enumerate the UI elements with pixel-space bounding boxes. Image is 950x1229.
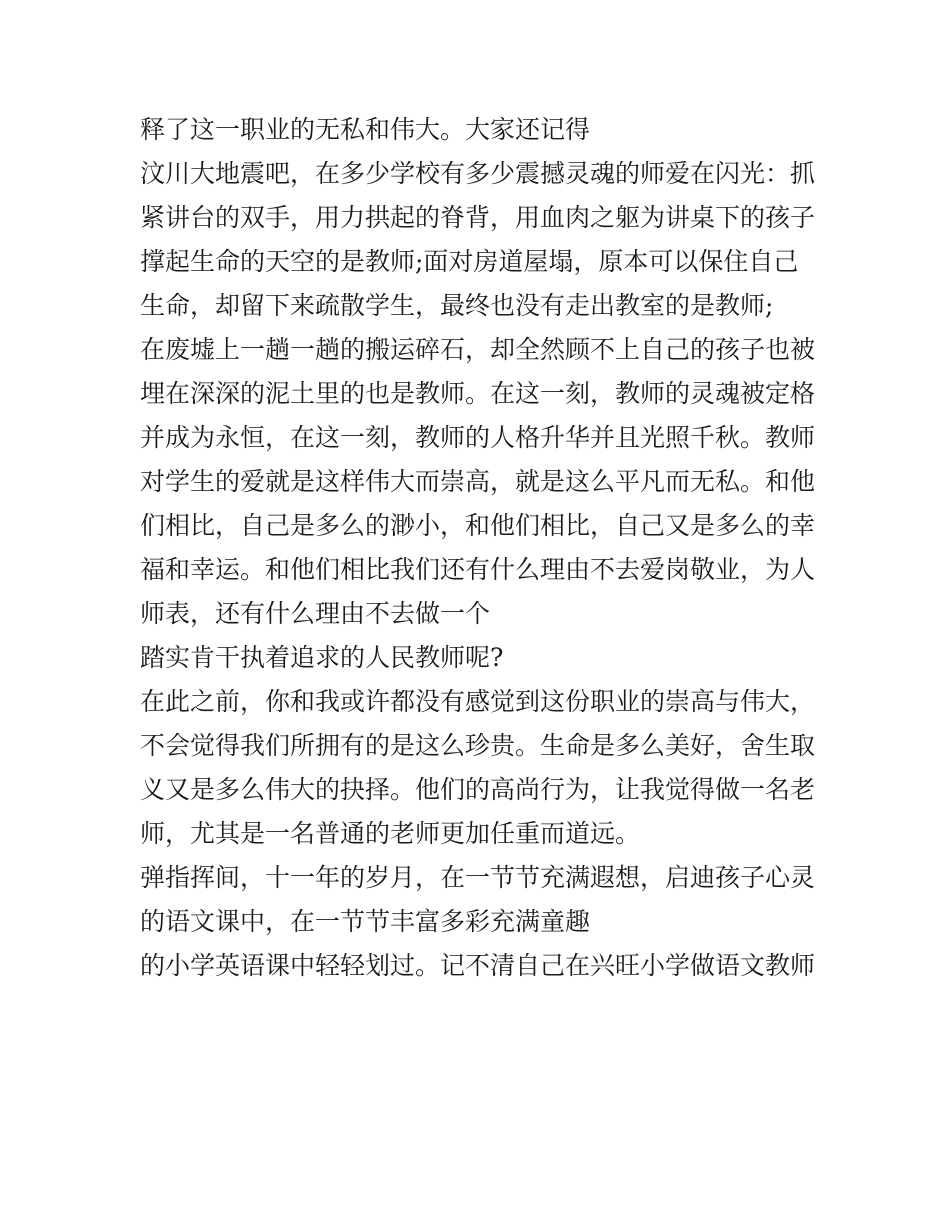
text-line: 生命，却留下来疏散学生，最终也没有走出教室的是教师; xyxy=(140,291,774,320)
text-line: 不会觉得我们所拥有的是这么珍贵。生命是多么美好，舍生取 xyxy=(140,731,816,760)
text-line: 汶川大地震吧，在多少学校有多少震撼灵魂的师爱在闪光：抓 xyxy=(140,159,816,188)
text-line: 紧讲台的双手，用力拱起的脊背，用血肉之躯为讲桌下的孩子 xyxy=(140,203,816,232)
text-line: 在废墟上一趟一趟的搬运碎石，却全然顾不上自己的孩子也被 xyxy=(140,335,816,364)
text-line: 义又是多么伟大的抉择。他们的高尚行为，让我觉得做一名老 xyxy=(140,775,816,804)
text-line: 撑起生命的天空的是教师;面对房道屋塌，原本可以保住自己 xyxy=(140,247,799,276)
text-line: 弹指挥间，十一年的岁月，在一节节充满遐想，启迪孩子心灵 xyxy=(140,863,816,892)
text-line: 师表，还有什么理由不去做一个 xyxy=(140,599,491,628)
text-line: 埋在深深的泥土里的也是教师。在这一刻，教师的灵魂被定格 xyxy=(140,379,816,408)
text-line: 的语文课中，在一节节丰富多彩充满童趣 xyxy=(140,907,591,936)
text-line: 师，尤其是一名普通的老师更加任重而道远。 xyxy=(140,819,641,848)
text-line: 并成为永恒，在这一刻，教师的人格升华并且光照千秋。教师 xyxy=(140,423,816,452)
body-text xyxy=(140,108,830,988)
text-line: 在此之前，你和我或许都没有感觉到这份职业的崇高与伟大， xyxy=(140,687,816,716)
text-line: 释了这一职业的无私和伟大。大家还记得 xyxy=(140,115,591,144)
text-line: 对学生的爱就是这样伟大而崇高，就是这么平凡而无私。和他 xyxy=(140,467,816,496)
text-line: 踏实肯干执着追求的人民教师呢? xyxy=(140,643,504,672)
text-line: 的小学英语课中轻轻划过。记不清自己在兴旺小学做语文教师 xyxy=(140,951,816,980)
text-line: 们相比，自己是多么的渺小，和他们相比，自己又是多么的幸 xyxy=(140,511,816,540)
text-line: 福和幸运。和他们相比我们还有什么理由不去爱岗敬业，为人 xyxy=(140,555,816,584)
